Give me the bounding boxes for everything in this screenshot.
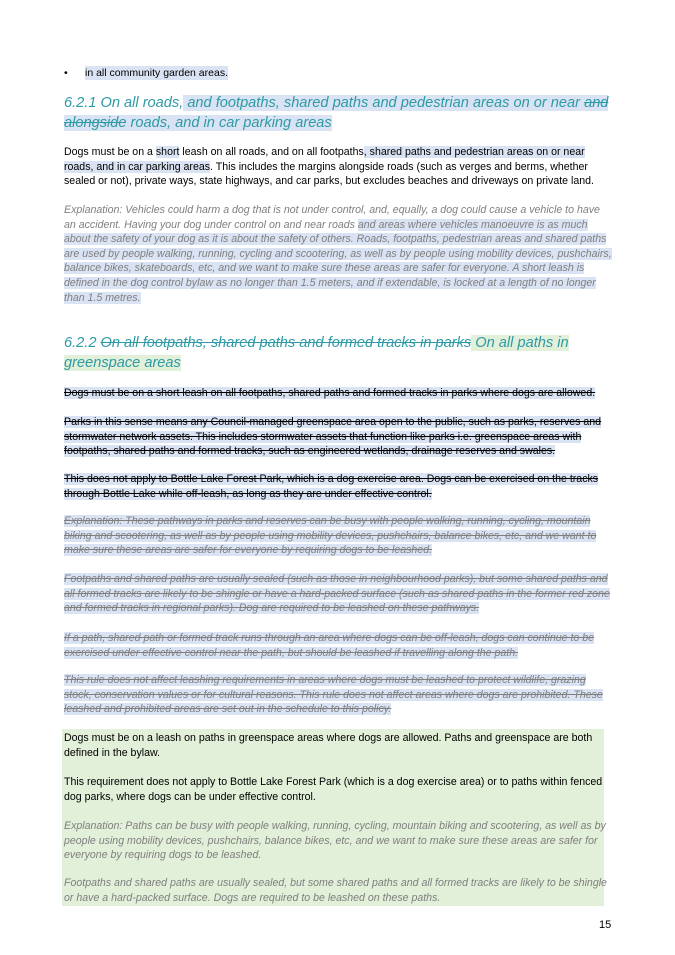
deleted-paragraph — [64, 673, 612, 717]
deleted-paragraph — [64, 631, 612, 660]
text-run: If a path, shared path or formed track runs through an area where dogs can be off-leash, dogs can continue to be exercised under effective control near the path, but should be leashed if travelling along the path. — [64, 632, 595, 659]
deleted-paragraph — [64, 514, 612, 558]
text-run: Footpaths and shared paths are usually sealed (such as those in neighbourhood parks), but some shared paths and all formed tracks are likely to be shingle or have a hard-packed surface (such as shared paths in the former red zone and formed tracks in regional parks). Dog are required to be leashed on these pathways. — [64, 573, 610, 615]
bullet-text: in all community garden areas. — [85, 67, 228, 79]
text-run: leash on all roads, and on all footpaths — [179, 146, 364, 158]
text-run: and areas where vehicles manoeuvre is as much about the safety of your dog as it is about the safety of others. Roads, footpaths, pedestrian areas and shared paths are used by people walking, running, cycling and scootering, as well as by people using mobility devices, pushchairs, balance bikes, skateboards, etc, and we want to make sure these areas are safer for everyone. A short leash is defined in the dog control bylaw as no longer than 1.5 meters, and if extendable, is locked at a length of no longer than 1.5 metres. — [64, 218, 612, 304]
heading-number: 6.2.2 — [64, 335, 101, 351]
bullet-symbol: • — [64, 67, 68, 79]
heading-6-2-2 — [64, 333, 612, 373]
page-number: 15 — [599, 919, 612, 931]
deleted-paragraph — [64, 472, 612, 501]
text-run: This rule does not affect leashing requirements in areas where dogs must be leashed to protect wildlife, grazing stock, conservation values or for cultural reasons. This rule does not affect areas where dogs are prohibited. These leashed and prohibited areas are set out in the schedule to this policy. — [64, 674, 603, 716]
heading-deleted-text: and alongside — [64, 95, 609, 131]
deleted-paragraph — [64, 415, 612, 459]
new-paragraph: This requirement does not apply to Bottle Lake Forest Park (which is a dog exercise area) or to paths within fenced dog parks, where dogs can be under effective control. — [64, 776, 603, 803]
text-run: Explanation: Vehicles could harm a dog that is not under control, and, equally, a dog could cause a vehicle to have an accident. Having your dog under control on and near roads — [64, 204, 600, 231]
heading-part: and footpaths, — [183, 95, 284, 111]
text-run: Explanation: These pathways in parks and reserves can be busy with people walking, running, cycling, mountain biking and scootering, as well as by people using mobility devices, pushchairs, balance bikes, etc, and we want to make sure these areas are safer for everyone by requiring dogs to be leashed. — [64, 515, 597, 557]
heading-number: 6.2.1 — [64, 95, 101, 111]
text-run: Parks in this sense means any Council-managed greenspace area open to the public, such as parks, reserves and stormwater network assets. This includes stormwater assets that function like parks i.e. greenspace areas with footpaths, shared paths and formed tracks, such as engineered wetlands, drainage reserves and swales. — [64, 416, 602, 458]
heading-deleted-text: On all footpaths, shared paths and formed tracks in parks — [100, 335, 472, 351]
text-run: This does not apply to Bottle Lake Forest Park, which is a dog exercise area. Dogs can be exercised on the tracks through Bottle Lake while off-leash, as long as they are under effective control. — [64, 473, 599, 500]
heading-part: On all roads, — [100, 95, 184, 111]
text-run: . This includes the margins alongside roads (such as verges and berms, whether sealed or not), private ways, state highways, and car parks, but excludes beaches and driveways on private land. — [64, 160, 594, 188]
heading-part: roads, and in car parking areas — [126, 115, 332, 131]
new-paragraph-explanation: Footpaths and shared paths are usually sealed, but some shared paths and all formed tracks are likely to be shingle or have a hard-packed surface. Dogs are required to be leashed on these paths. — [64, 877, 607, 904]
paragraph-roads-rule — [64, 145, 612, 189]
deleted-paragraph — [64, 572, 612, 616]
heading-part: shared paths and pedestrian areas on or near — [283, 95, 585, 111]
text-run: short — [155, 146, 180, 158]
text-run: , shared paths and pedestrian areas on or near roads, and in car parking areas — [64, 146, 585, 173]
new-paragraph: Dogs must be on a leash on paths in greenspace areas where dogs are allowed. Paths and greenspace are both defined in the bylaw. — [64, 732, 593, 759]
text-run: Dogs must be on a short leash on all footpaths, shared paths and formed tracks in parks where dogs are allowed. — [64, 387, 596, 399]
text-run: Dogs must be on a — [64, 146, 156, 158]
new-paragraph-explanation: Explanation: Paths can be busy with people walking, running, cycling, mountain biking and scootering, as well as by people using mobility devices, pushchairs, balance bikes, etc, and we want to make sure these areas are safer for everyone by requiring dogs to be leashed. — [64, 820, 606, 862]
deleted-paragraph — [64, 386, 612, 401]
heading-6-2-1 — [64, 93, 612, 133]
heading-new-text: On all paths in greenspace areas — [64, 335, 569, 371]
paragraph-roads-explanation — [64, 203, 612, 305]
